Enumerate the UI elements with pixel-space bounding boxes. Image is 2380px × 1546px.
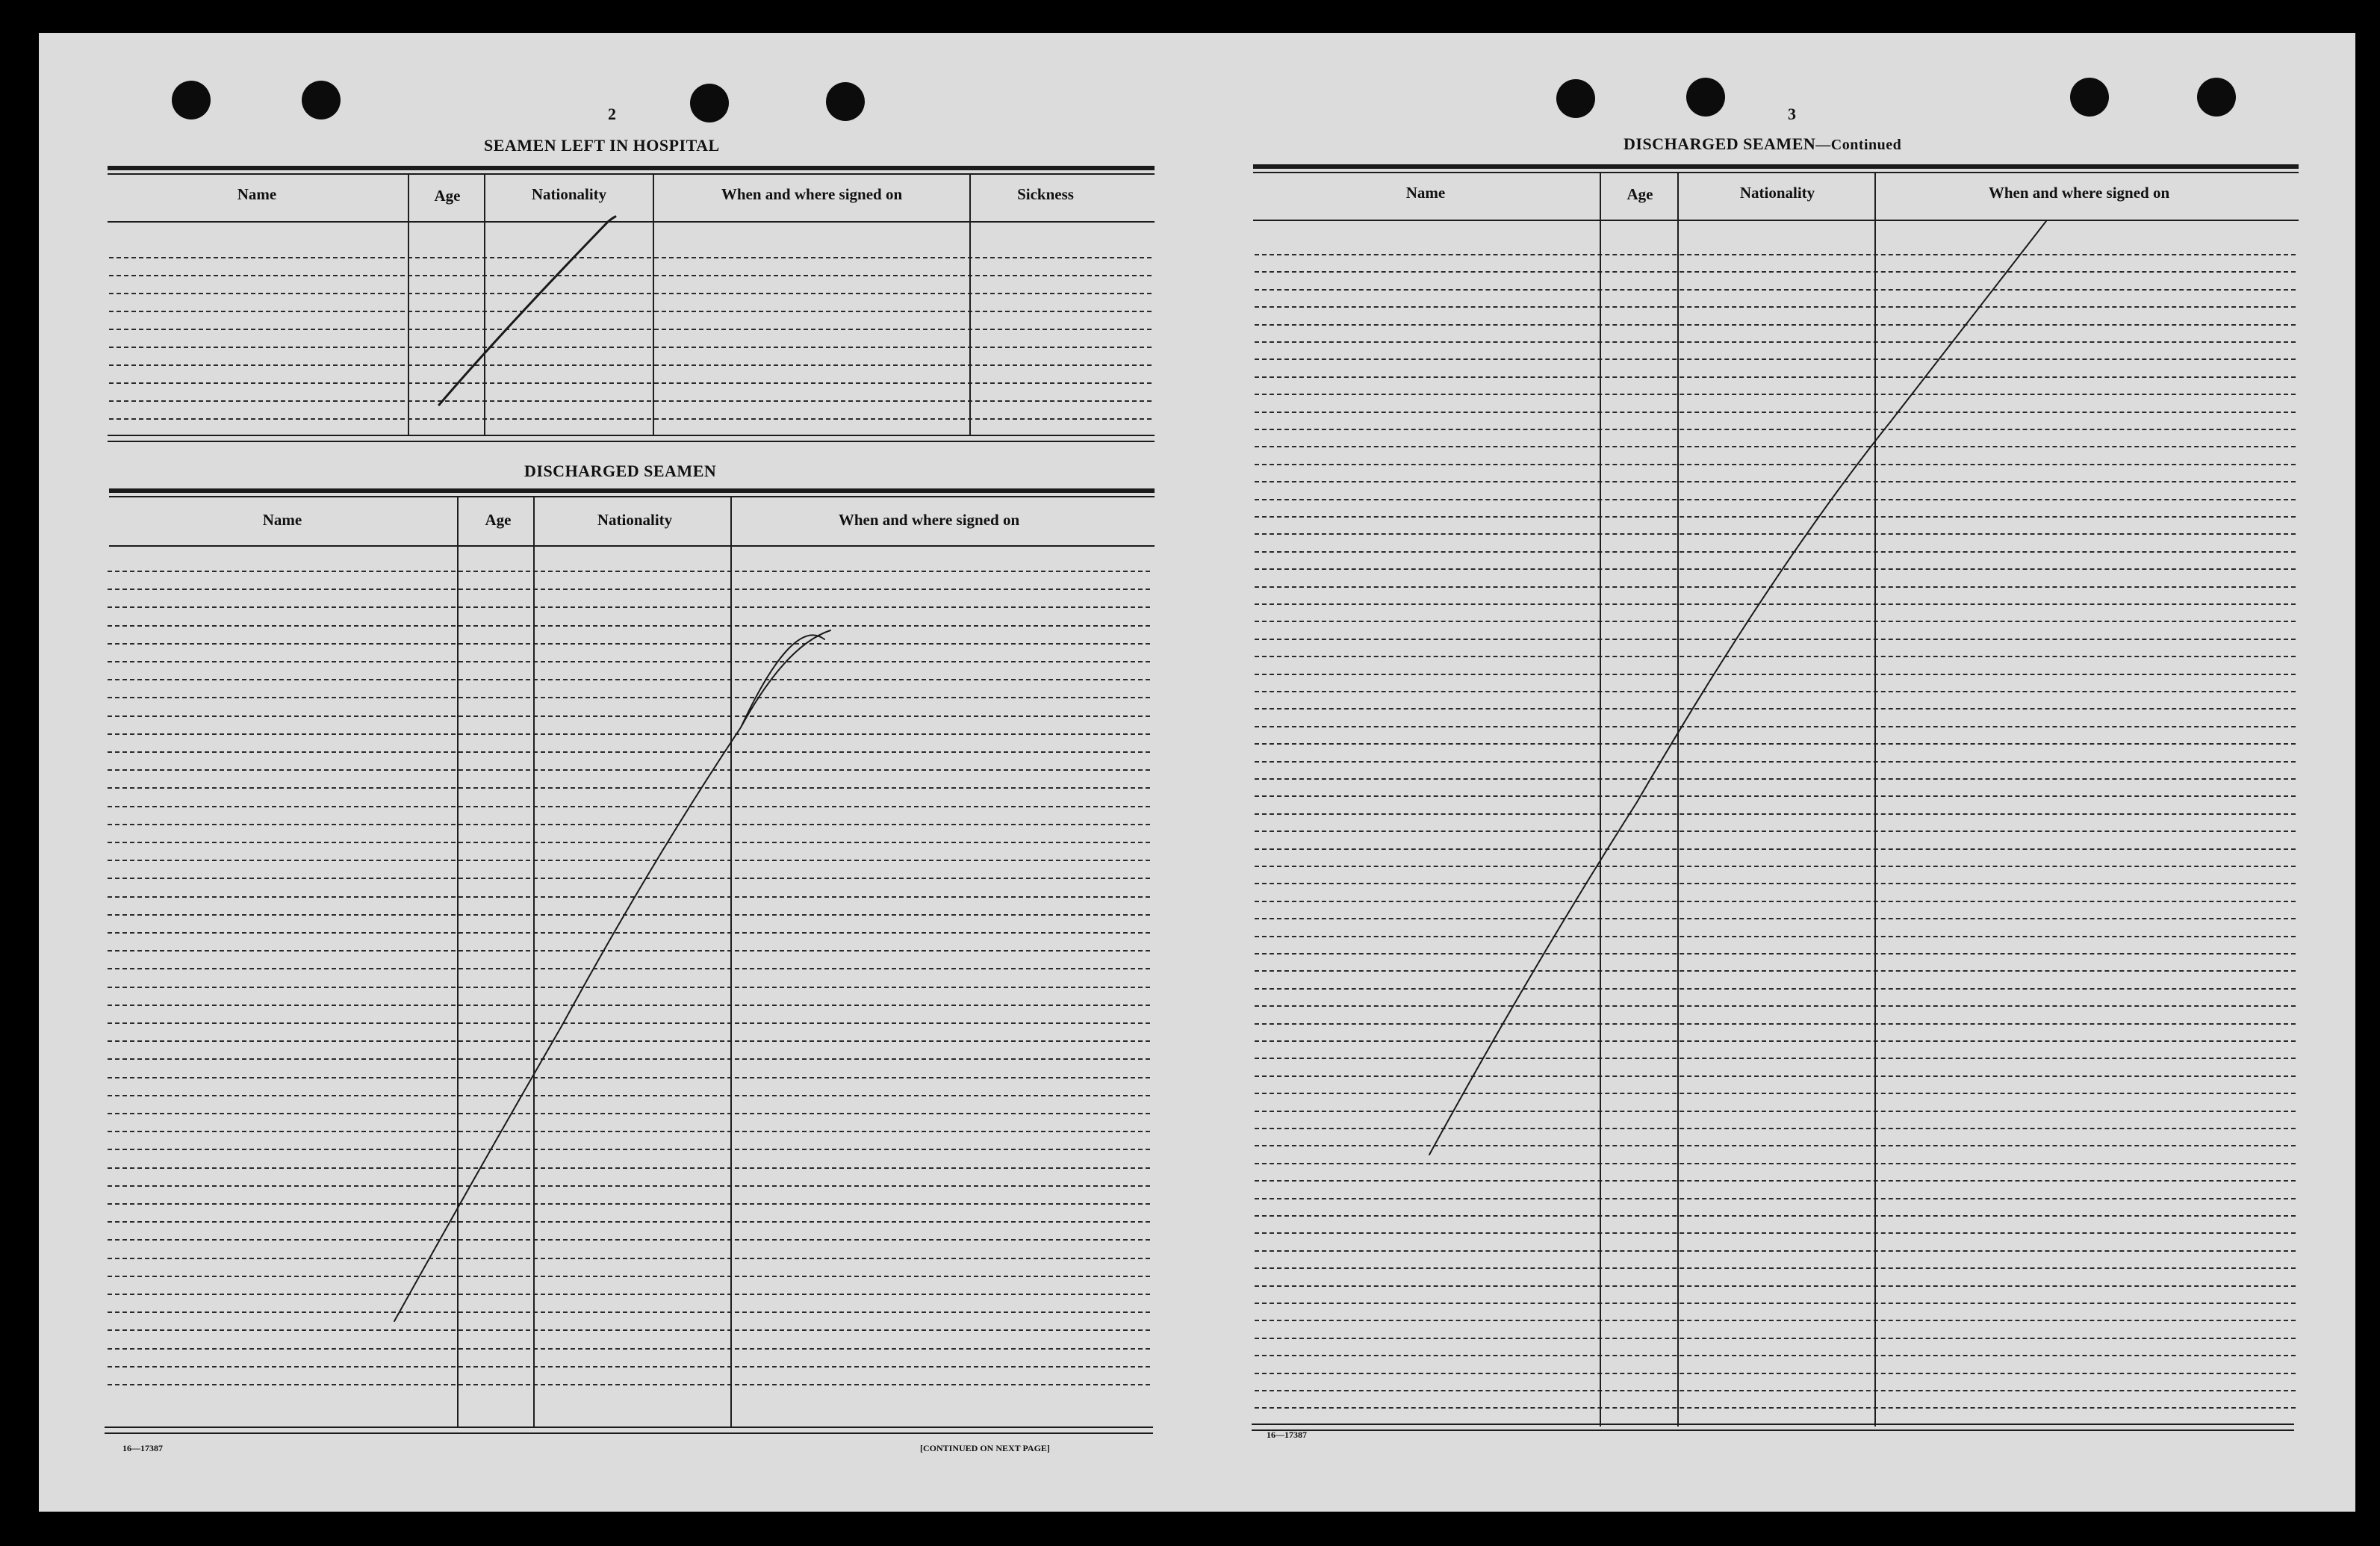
ruled-line xyxy=(1255,1373,2296,1374)
ruled-line xyxy=(1255,446,2296,447)
ruled-line xyxy=(108,661,1150,662)
ruled-line xyxy=(1255,795,2296,797)
discharged-top-rule-thin xyxy=(109,496,1155,497)
ruled-line xyxy=(109,275,1152,276)
ruled-line xyxy=(1255,1005,2296,1007)
page-number-left: 2 xyxy=(608,105,616,123)
ruled-line xyxy=(1255,429,2296,430)
ruled-line xyxy=(108,1095,1150,1096)
hospital-bottom-rule xyxy=(108,441,1155,442)
ruled-line xyxy=(1255,1320,2296,1321)
ruled-line xyxy=(1255,883,2296,884)
ruled-line xyxy=(1255,848,2296,850)
ruled-line xyxy=(1255,1390,2296,1391)
ruled-line xyxy=(1255,481,2296,482)
continued-divider xyxy=(1600,173,1601,1427)
ruled-line xyxy=(108,606,1150,608)
punch-hole xyxy=(2070,78,2109,117)
ruled-line xyxy=(1255,358,2296,360)
ruled-line xyxy=(108,860,1150,861)
ruled-line xyxy=(1255,708,2296,710)
ruled-line xyxy=(1255,1250,2296,1252)
hospital-header-rule xyxy=(108,221,1155,223)
ruled-line xyxy=(108,1040,1150,1042)
ruled-line xyxy=(1255,1338,2296,1339)
ruled-line xyxy=(108,751,1150,753)
punch-hole xyxy=(826,82,865,121)
discharged-continued-title xyxy=(1624,134,1901,154)
ruled-line xyxy=(1255,533,2296,535)
ruled-line xyxy=(1255,341,2296,343)
ruled-line xyxy=(108,1258,1150,1259)
hospital-divider xyxy=(484,175,485,435)
ruled-line xyxy=(1255,586,2296,588)
ruled-line xyxy=(1255,1145,2296,1146)
ruled-line xyxy=(108,1384,1150,1385)
hospital-top-rule-thin xyxy=(108,173,1155,175)
discharged-continued-title-suffix: —Continued xyxy=(1815,137,1902,153)
discharged-col-nationality: Nationality xyxy=(597,511,673,529)
ruled-line xyxy=(108,1022,1150,1024)
ruled-line xyxy=(1255,831,2296,832)
hospital-col-age: Age xyxy=(434,187,461,205)
continued-col-name: Name xyxy=(1405,184,1446,202)
ruled-line xyxy=(108,625,1150,627)
ruled-line xyxy=(1255,603,2296,605)
ruled-line xyxy=(109,364,1152,366)
ruled-line xyxy=(108,842,1150,843)
discharged-col-signed-on: When and where signed on xyxy=(838,511,1020,529)
ruled-line xyxy=(1255,639,2296,640)
ruled-line xyxy=(108,878,1150,879)
hospital-bottom-rule xyxy=(108,435,1155,436)
ruled-line xyxy=(1255,1093,2296,1094)
ruled-line xyxy=(1255,743,2296,745)
continued-note: [CONTINUED ON NEXT PAGE] xyxy=(920,1443,1050,1453)
ruled-line xyxy=(1255,970,2296,972)
continued-col-age: Age xyxy=(1626,185,1653,203)
ruled-line xyxy=(1255,306,2296,308)
discharged-col-age: Age xyxy=(485,511,512,529)
ruled-line xyxy=(108,1311,1150,1313)
continued-bottom-rule xyxy=(1252,1424,2294,1425)
hospital-divider xyxy=(408,175,409,435)
ruled-line xyxy=(108,1294,1150,1295)
discharged-header-rule xyxy=(109,545,1155,547)
hospital-section-title: SEAMEN LEFT IN HOSPITAL xyxy=(484,136,720,155)
ruled-line xyxy=(1255,936,2296,937)
ruled-line xyxy=(1255,412,2296,413)
ruled-line xyxy=(109,293,1152,294)
ruled-line xyxy=(1255,271,2296,273)
ruled-line xyxy=(1255,499,2296,500)
ruled-line xyxy=(108,1005,1150,1006)
continued-top-rule-thin xyxy=(1253,172,2299,173)
ruled-line xyxy=(1255,568,2296,570)
ruled-line xyxy=(108,643,1150,645)
ruled-line xyxy=(1255,691,2296,692)
continued-col-signed-on: When and where signed on xyxy=(1988,184,2170,202)
ruled-line xyxy=(108,769,1150,771)
ruled-line xyxy=(108,571,1150,572)
ruled-line xyxy=(108,733,1150,735)
ruled-line xyxy=(1255,1040,2296,1042)
ruled-line xyxy=(1255,394,2296,395)
ruled-line xyxy=(1255,516,2296,518)
ruled-line xyxy=(1255,324,2296,326)
ruled-line xyxy=(108,1366,1150,1368)
hospital-col-nationality: Nationality xyxy=(531,185,607,203)
ruled-line xyxy=(108,1058,1150,1060)
ruled-line xyxy=(1255,656,2296,657)
ruled-line xyxy=(109,418,1152,420)
ruled-line xyxy=(108,896,1150,898)
ruled-line xyxy=(1255,1355,2296,1356)
ruled-line xyxy=(108,1149,1150,1150)
ruled-line xyxy=(109,400,1152,402)
ruled-line xyxy=(109,329,1152,330)
ruled-line xyxy=(108,932,1150,934)
ruled-line xyxy=(109,347,1152,348)
discharged-divider xyxy=(457,497,459,1427)
ruled-line xyxy=(1255,1075,2296,1077)
ruled-line xyxy=(108,1348,1150,1350)
continued-divider xyxy=(1677,173,1679,1427)
ruled-line xyxy=(108,589,1150,590)
ruled-line xyxy=(108,679,1150,680)
ruled-line xyxy=(1255,1407,2296,1409)
ruled-line xyxy=(1255,1023,2296,1025)
ruled-line xyxy=(108,950,1150,951)
discharged-bottom-rule xyxy=(105,1432,1153,1434)
ruled-line xyxy=(1255,254,2296,255)
ruled-line xyxy=(1255,918,2296,919)
continued-col-nationality: Nationality xyxy=(1739,184,1815,202)
ruled-line xyxy=(1255,813,2296,815)
ruled-line xyxy=(1255,1285,2296,1287)
ruled-line xyxy=(1255,1180,2296,1182)
continued-top-rule xyxy=(1253,164,2299,169)
ruled-line xyxy=(1255,866,2296,867)
ruled-line xyxy=(108,824,1150,825)
discharged-divider xyxy=(730,497,732,1427)
ruled-line xyxy=(108,1239,1150,1241)
form-number-left: 16—17387 xyxy=(122,1443,163,1453)
page-number-right: 3 xyxy=(1788,105,1796,123)
ruled-line xyxy=(108,1131,1150,1132)
discharged-section-title: DISCHARGED SEAMEN xyxy=(524,462,717,480)
ruled-line xyxy=(1255,464,2296,465)
discharged-continued-title-main: DISCHARGED SEAMEN xyxy=(1624,134,1816,153)
hospital-divider xyxy=(969,175,971,435)
discharged-divider xyxy=(533,497,535,1427)
discharged-top-rule xyxy=(109,488,1155,493)
ruled-line xyxy=(1255,1215,2296,1217)
ruled-line xyxy=(1255,376,2296,378)
ruled-line xyxy=(108,787,1150,789)
ruled-line xyxy=(108,968,1150,969)
ruled-line xyxy=(108,1276,1150,1277)
ruled-line xyxy=(108,1077,1150,1078)
ruled-line xyxy=(109,382,1152,384)
hospital-col-sickness: Sickness xyxy=(1017,185,1074,203)
punch-hole xyxy=(1556,79,1595,118)
ruled-line xyxy=(108,1203,1150,1205)
ruled-line xyxy=(1255,674,2296,675)
form-number-right: 16—17387 xyxy=(1267,1429,1307,1440)
punch-hole xyxy=(2197,78,2236,117)
ruled-line xyxy=(1255,1111,2296,1112)
ruled-line xyxy=(108,1185,1150,1187)
ruled-line xyxy=(1255,1232,2296,1234)
ruled-line xyxy=(1255,289,2296,291)
continued-header-rule xyxy=(1253,220,2299,221)
punch-hole xyxy=(302,81,341,119)
document-sheet xyxy=(39,33,2355,1512)
punch-hole xyxy=(172,81,211,119)
ruled-line xyxy=(108,914,1150,916)
hospital-col-name: Name xyxy=(237,185,277,203)
ruled-line xyxy=(1255,726,2296,727)
ruled-line xyxy=(1255,1058,2296,1059)
ruled-line xyxy=(1255,1198,2296,1199)
ruled-line xyxy=(108,987,1150,988)
continued-bottom-rule xyxy=(1252,1429,2294,1431)
ruled-line xyxy=(1255,621,2296,622)
punch-hole xyxy=(690,84,729,122)
ruled-line xyxy=(108,1329,1150,1331)
ruled-line xyxy=(108,1167,1150,1169)
hospital-divider xyxy=(653,175,654,435)
hospital-top-rule xyxy=(108,166,1155,170)
ruled-line xyxy=(1255,1303,2296,1304)
ruled-line xyxy=(108,806,1150,807)
ruled-line xyxy=(108,1221,1150,1223)
continued-strike-line xyxy=(1429,221,2046,1155)
ruled-line xyxy=(109,311,1152,312)
ruled-line xyxy=(1255,551,2296,553)
ruled-line xyxy=(1255,1163,2296,1164)
ruled-line xyxy=(108,697,1150,698)
discharged-col-name: Name xyxy=(262,511,302,529)
ruled-line xyxy=(1255,1267,2296,1269)
ruled-line xyxy=(1255,778,2296,780)
ruled-line xyxy=(108,715,1150,717)
ruled-line xyxy=(1255,761,2296,763)
ruled-line xyxy=(108,1113,1150,1114)
ruled-line xyxy=(1255,901,2296,902)
ruled-line xyxy=(1255,1128,2296,1129)
discharged-bottom-rule xyxy=(105,1427,1153,1428)
ruled-line xyxy=(1255,988,2296,990)
continued-divider xyxy=(1874,173,1876,1427)
punch-hole xyxy=(1686,78,1725,117)
ruled-line xyxy=(1255,953,2296,954)
ruled-line xyxy=(109,257,1152,258)
hospital-col-signed-on: When and where signed on xyxy=(721,185,903,203)
